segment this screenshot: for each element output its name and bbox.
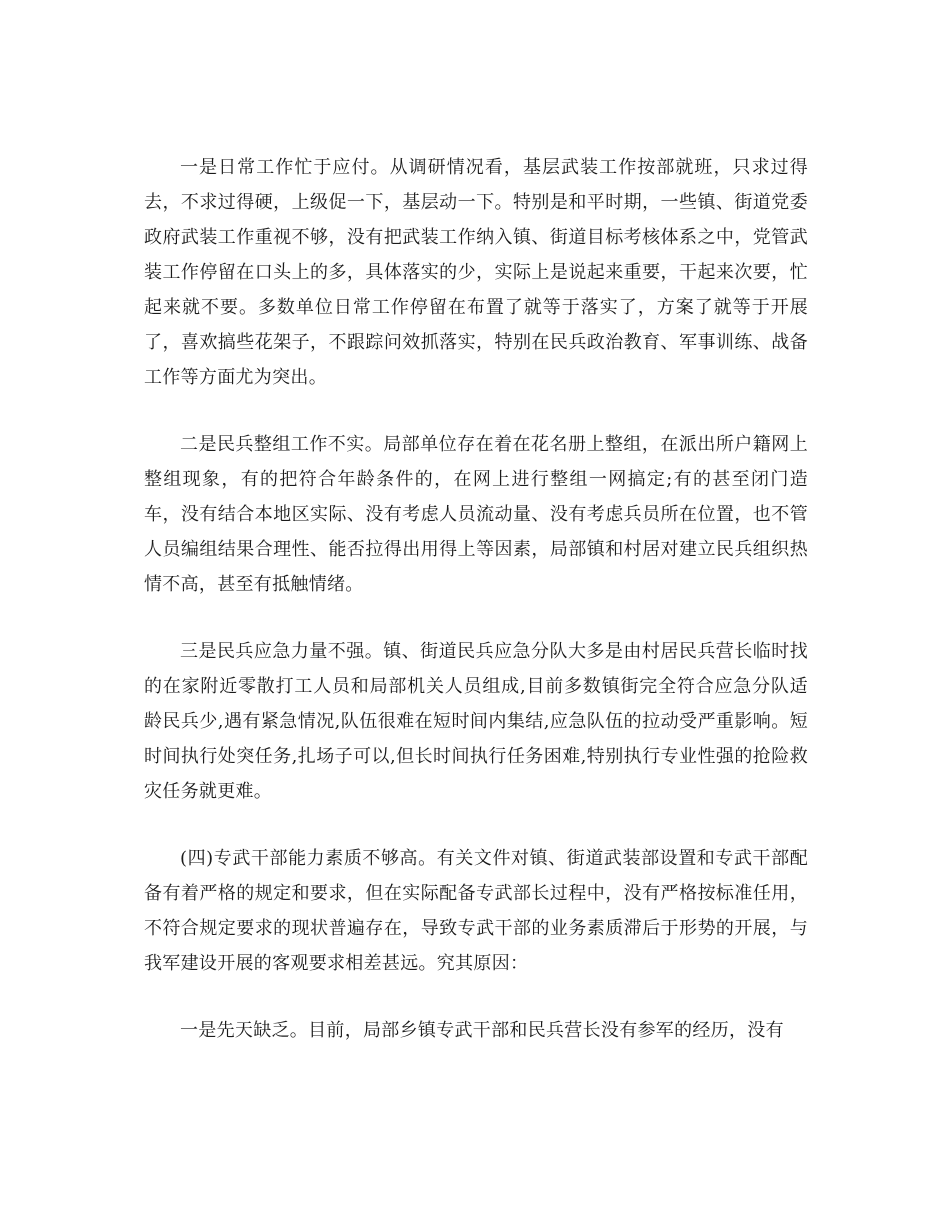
paragraph-cadre-quality: (四)专武干部能力素质不够高。有关文件对镇、街道武装部设置和专武干部配备有着严格的规定和要求，但在实际配备专武部长过程中，没有严格按标准任用，不符合规定要求的现状普遍存在，导致专武干部的业务素质滞后于形势的开展，与我军建设开展的客观要求相差甚远。究其原因：	[144, 848, 808, 974]
document-body	[144, 150, 808, 1048]
paragraph-militia-reorganization: 二是民兵整组工作不实。局部单位存在着在花名册上整组，在派出所户籍网上整组现象，有的把符合年龄条件的，在网上进行整组一网搞定;有的甚至闭门造车，没有结合本地区实际、没有考虑人员流动量、没有考虑兵员所在位置，也不管人员编组结果合理性、能否拉得出用得上等因素，局部镇和村居对建立民兵组织热情不高，甚至有抵触情绪。	[144, 434, 808, 595]
paragraph-innate-shortage: 一是先天缺乏。目前，局部乡镇专武干部和民兵营长没有参军的经历，没有	[180, 1020, 784, 1041]
paragraph-emergency-force: 三是民兵应急力量不强。镇、街道民兵应急分队大多是由村居民兵营长临时找的在家附近零散打工人员和局部机关人员组成,目前多数镇街完全符合应急分队适龄民兵少,遇有紧急情况,队伍很难在短时间内集结,应急队伍的拉动受严重影响。短时间执行处突任务,扎场子可以,但长时间执行任务困难,特别执行专业性强的抢险救灾任务就更难。	[144, 641, 808, 802]
paragraph-daily-work: 一是日常工作忙于应付。从调研情况看，基层武装工作按部就班，只求过得去，不求过得硬，上级促一下，基层动一下。特别是和平时期，一些镇、街道党委政府武装工作重视不够，没有把武装工作纳入镇、街道目标考核体系之中，党管武装工作停留在口头上的多，具体落实的少，实际上是说起来重要，干起来次要，忙起来就不要。多数单位日常工作停留在布置了就等于落实了，方案了就等于开展了，喜欢搞些花架子，不跟踪问效抓落实，特别在民兵政治教育、军事训练、战备工作等方面尤为突出。	[144, 157, 808, 388]
